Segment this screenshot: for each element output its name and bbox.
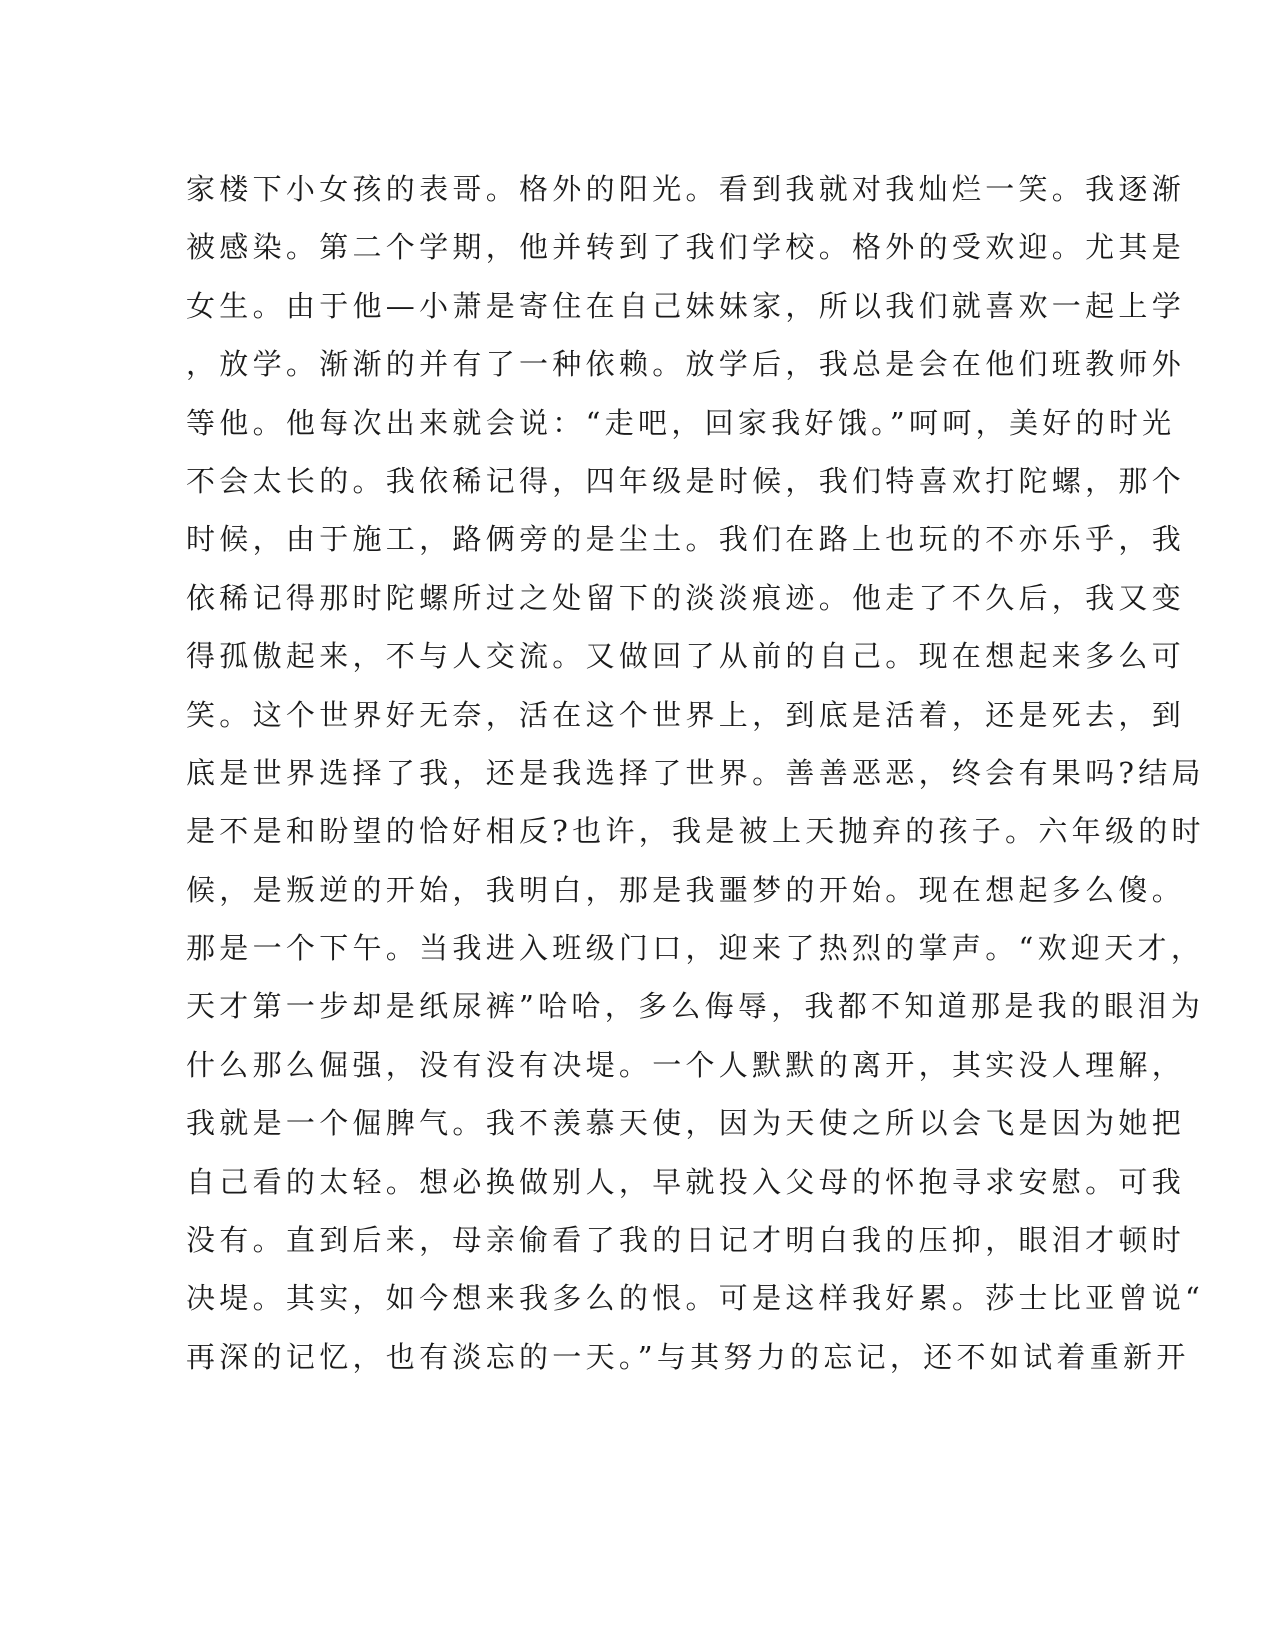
text-line: ，放学。渐渐的并有了一种依赖。放学后，我总是会在他们班教师外 — [186, 347, 1186, 382]
text-line: 我就是一个倔脾气。我不羡慕天使，因为天使之所以会飞是因为她把 — [186, 1106, 1186, 1141]
text-line: 自己看的太轻。想必换做别人，早就投入父母的怀抱寻求安慰。可我 — [186, 1164, 1186, 1199]
text-line: 笑。这个世界好无奈，活在这个世界上，到底是活着，还是死去，到 — [186, 697, 1186, 732]
text-line: 什么那么倔强，没有没有决堤。一个人默默的离开，其实没人理解， — [186, 1047, 1186, 1082]
text-line: 被感染。第二个学期，他并转到了我们学校。格外的受欢迎。尤其是 — [186, 230, 1186, 265]
body-text — [186, 160, 1205, 1386]
text-line: 家楼下小女孩的表哥。格外的阳光。看到我就对我灿烂一笑。我逐渐 — [186, 172, 1186, 206]
text-line: 没有。直到后来，母亲偷看了我的日记才明白我的压抑，眼泪才顿时 — [186, 1223, 1186, 1258]
text-line: 是不是和盼望的恰好相反?也许，我是被上天抛弃的孩子。六年级的时 — [186, 814, 1205, 849]
text-line: 决堤。其实，如今想来我多么的恨。可是这样我好累。莎士比亚曾说“ — [186, 1281, 1205, 1316]
text-line: 再深的记忆，也有淡忘的一天。”与其努力的忘记，还不如试着重新开 — [186, 1339, 1190, 1374]
text-line: 天才第一步却是纸尿裤”哈哈，多么侮辱，我都不知道那是我的眼泪为 — [186, 989, 1205, 1024]
text-line: 底是世界选择了我，还是我选择了世界。善善恶恶，终会有果吗?结局 — [186, 755, 1205, 790]
text-line: 时候，由于施工，路俩旁的是尘土。我们在路上也玩的不亦乐乎，我 — [186, 522, 1186, 557]
text-line: 不会太长的。我依稀记得，四年级是时候，我们特喜欢打陀螺，那个 — [186, 463, 1186, 498]
text-line: 女生。由于他—小萧是寄住在自己妹妹家，所以我们就喜欢一起上学 — [186, 288, 1186, 323]
text-line: 得孤傲起来，不与人交流。又做回了从前的自己。现在想起来多么可 — [186, 639, 1186, 674]
text-line: 那是一个下午。当我进入班级门口，迎来了热烈的掌声。“欢迎天才， — [186, 931, 1205, 966]
text-line: 等他。他每次出来就会说：“走吧，回家我好饿。”呵呵，美好的时光 — [186, 405, 1176, 440]
text-line: 候，是叛逆的开始，我明白，那是我噩梦的开始。现在想起多么傻。 — [186, 872, 1186, 907]
text-line: 依稀记得那时陀螺所过之处留下的淡淡痕迹。他走了不久后，我又变 — [186, 580, 1186, 615]
